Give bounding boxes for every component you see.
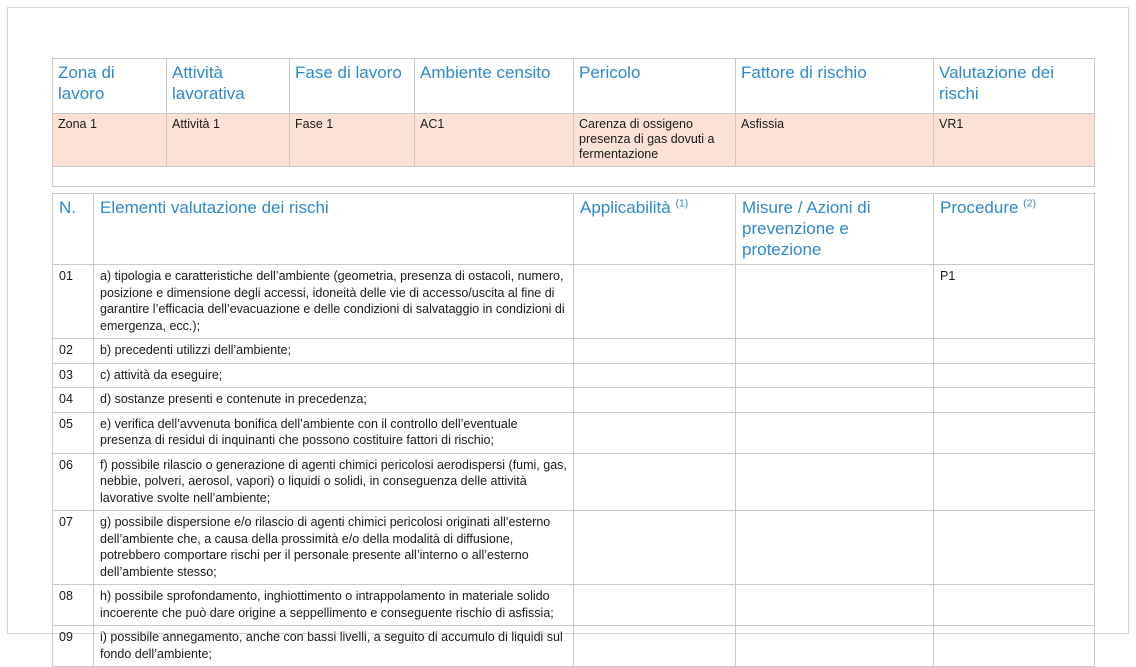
row-measures[interactable] [736,265,934,339]
summary-value-valutazione-dei-rischi: VR1 [934,114,1095,167]
row-element-text: g) possibile dispersione e/o rilascio di agenti chimici pericolosi originati all’esterno dell’ambiente che, a causa della prossimità e/o della modalità di diffusione, potrebbero comportare rischi per il personale presente all’interno o all’esterno dell’ambiente stesso; [94,511,574,585]
row-number: 01 [53,265,94,339]
row-number: 03 [53,363,94,388]
table-row [53,412,1095,453]
summary-header-ambiente-censito: Ambiente censito [415,59,574,114]
row-procedures[interactable] [934,453,1095,511]
row-measures[interactable] [736,363,934,388]
summary-value-attivita-lavorativa: Attività 1 [167,114,290,167]
summary-header-fase-di-lavoro: Fase di lavoro [290,59,415,114]
table-row [53,363,1095,388]
table-row [53,265,1095,339]
row-applicability[interactable] [574,339,736,364]
row-element-text: h) possibile sprofondamento, inghiottimento o intrappolamento in materiale solido incoerente che può dare origine a seppellimento e conseguente rischio di asfissia; [94,585,574,626]
row-applicability[interactable] [574,363,736,388]
summary-value-zona-di-lavoro: Zona 1 [53,114,167,167]
row-element-text: d) sostanze presenti e contenute in precedenza; [94,388,574,413]
table-row [53,388,1095,413]
row-number: 06 [53,453,94,511]
summary-value-row [53,114,1095,167]
detail-header-procedures-label: Procedure [940,198,1019,217]
row-applicability[interactable] [574,453,736,511]
table-row [53,511,1095,585]
row-procedures[interactable] [934,339,1095,364]
detail-header-procedures-note: (2) [1023,197,1037,210]
row-measures[interactable] [736,511,934,585]
row-measures[interactable] [736,339,934,364]
detail-header-row [53,194,1095,265]
risk-elements-table [52,193,1095,667]
risk-elements-body [53,265,1095,667]
row-applicability[interactable] [574,511,736,585]
summary-value-fase-di-lavoro: Fase 1 [290,114,415,167]
summary-header-zona-di-lavoro: Zona di lavoro [53,59,167,114]
row-number: 07 [53,511,94,585]
table-row [53,453,1095,511]
detail-header-applicability-note: (1) [675,197,689,210]
row-procedures[interactable] [934,388,1095,413]
spacer-row-table [52,167,1095,187]
row-element-text: a) tipologia e caratteristiche dell’ambiente (geometria, presenza di ostacoli, numero, posizione e dimensione degli accessi, idoneità delle vie di accesso/uscita al fine di garantire l’efficacia dell’evacuazione e delle condizioni di salvataggio in condizioni di emergenza, ecc.); [94,265,574,339]
detail-header-elements: Elementi valutazione dei rischi [94,194,574,265]
row-number: 02 [53,339,94,364]
row-applicability[interactable] [574,412,736,453]
row-applicability[interactable] [574,388,736,413]
summary-header-valutazione-dei-rischi: Valutazione dei rischi [934,59,1095,114]
row-measures[interactable] [736,412,934,453]
row-procedures[interactable] [934,412,1095,453]
row-measures[interactable] [736,453,934,511]
row-number: 09 [53,626,94,667]
row-element-text: b) precedenti utilizzi dell’ambiente; [94,339,574,364]
page-frame [7,7,1129,661]
spacer-row [53,167,1095,187]
row-applicability[interactable] [574,585,736,626]
detail-header-number: N. [53,194,94,265]
summary-header-attivita-lavorativa: Attività lavorativa [167,59,290,114]
row-measures[interactable] [736,388,934,413]
row-procedures[interactable] [934,511,1095,585]
summary-value-ambiente-censito: AC1 [415,114,574,167]
detail-header-measures: Misure / Azioni di prevenzione e protezione [736,194,934,265]
row-number: 04 [53,388,94,413]
detail-header-applicability-label: Applicabilità [580,198,671,217]
row-element-text: f) possibile rilascio o generazione di agenti chimici pericolosi aerodispersi (fumi, gas, nebbie, polveri, aerosol, vapori) o liquidi o solidi, in conseguenza delle attività lavorative svolte nell’ambiente; [94,453,574,511]
summary-header-pericolo: Pericolo [574,59,736,114]
row-element-text: c) attività da eseguire; [94,363,574,388]
tables-container [52,58,1094,667]
spacer-cell [53,167,1095,187]
table-row [53,626,1095,667]
summary-header-row [53,59,1095,114]
detail-header-applicability [574,194,736,265]
row-element-text: e) verifica dell’avvenuta bonifica dell’ambiente con il controllo dell’eventuale presenza di residui di inquinanti che possono costituire fattori di rischio; [94,412,574,453]
table-row [53,585,1095,626]
row-applicability[interactable] [574,626,736,667]
detail-header-procedures [934,194,1095,265]
row-applicability[interactable] [574,265,736,339]
summary-table [52,58,1095,167]
row-element-text: i) possibile annegamento, anche con bassi livelli, a seguito di accumulo di liquidi sul fondo dell’ambiente; [94,626,574,667]
summary-header-fattore-di-rischio: Fattore di rischio [736,59,934,114]
row-number: 08 [53,585,94,626]
row-measures[interactable] [736,585,934,626]
row-number: 05 [53,412,94,453]
row-procedures[interactable]: P1 [934,265,1095,339]
row-procedures[interactable] [934,585,1095,626]
row-procedures[interactable] [934,363,1095,388]
row-measures[interactable] [736,626,934,667]
table-row [53,339,1095,364]
row-procedures[interactable] [934,626,1095,667]
summary-value-pericolo: Carenza di ossigeno presenza di gas dovuti a fermentazione [574,114,736,167]
summary-value-fattore-di-rischio: Asfissia [736,114,934,167]
